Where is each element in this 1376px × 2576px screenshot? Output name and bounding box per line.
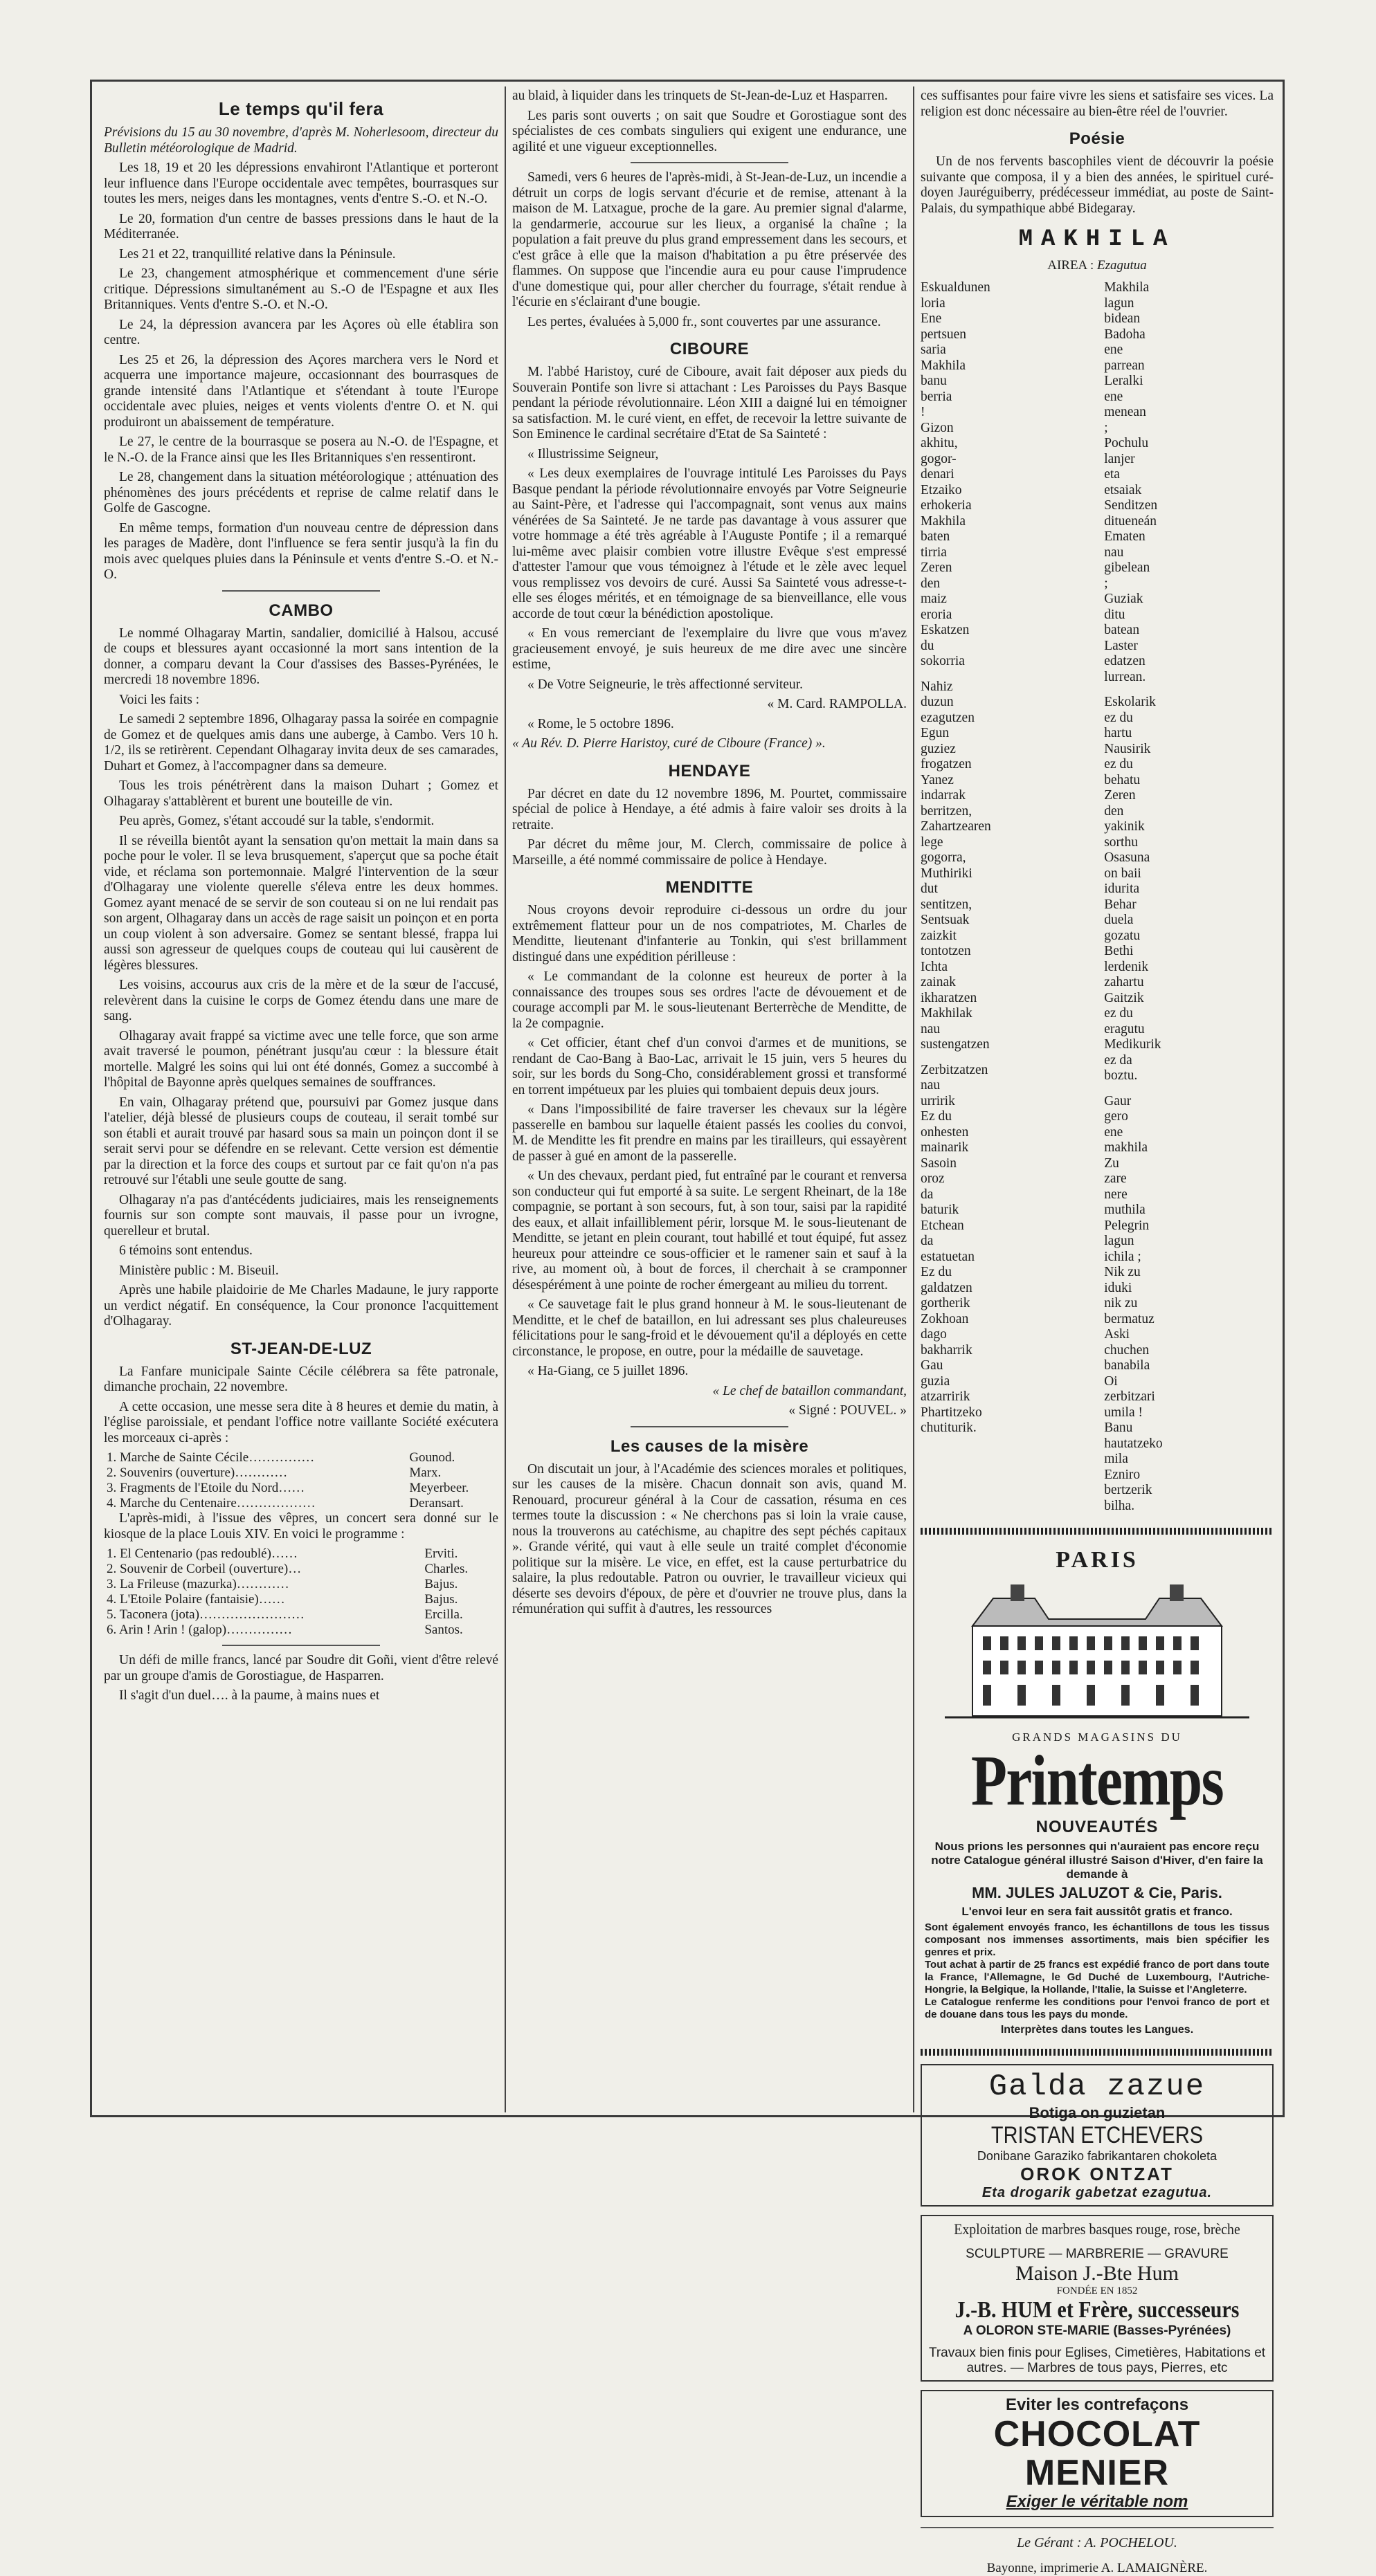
paragraph: « Les deux exemplaires de l'ouvrage intitulé Les Paroisses du Pays Basque pendant la période révolutionnaire envoyés par Votre Seigneurie au Saint-Père, et l'adresse qui l'accompagnait, sont venus aux mains vénérées de Sa Sainteté. Je ne tarde pas davantage à vous assurer que votre hommage a été très agréable à l'Auguste Pontife ; il a remarqué lui-même avec plaisir combien votre illustre Evêque s'est empressé d'attester l'amour que vous témoignez à l'étude et le zèle avec lequel vous remplissez vos devoirs de curé. Aussi Sa Sainteté vous adresse-t-elle ses éloges mérités, et en témoignage de sa bienveillance, elle vous accorde de tout cœur la bénédiction apostolique. [512, 466, 907, 621]
composer: Marx. [409, 1465, 442, 1480]
poem-line: Makhila lagun bidean [1104, 280, 1150, 326]
paragraph: Le 20, formation d'un centre de basses pressions dans le haut de la Méditerranée. [104, 211, 498, 241]
poem-line: Yanez indarrak berritzen, [921, 772, 972, 819]
ornamental-rule [921, 1528, 1274, 1535]
piece: 5. Taconera (jota)…………………… [107, 1607, 305, 1622]
paragraph: Les 21 et 22, tranquillité relative dans la Péninsule. [119, 246, 396, 262]
poem-line: Etchean da estatuetan [921, 1218, 975, 1264]
paragraph: Nous croyons devoir reproduire ci-dessous un ordre du jour extrêmement flatteur pour un de nos compatriotes, M. Charles de Menditte, lieutenant d'infanterie au Tonkin, qui s'est brillamment distingué dans une expédition périlleuse : [512, 903, 907, 965]
oloron: A OLORON STE-MARIE (Basses-Pyrénées) [963, 2323, 1231, 2338]
paragraph: Olhagaray avait frappé sa victime avec une telle force, que son arme avait traversé le poumon, pénétrant jusqu'au cœur : la blessure était mortelle. Malgré les soins qui lui ont été donnés, Gomez a succombé à l'hôpital de Bayonne après quelques semaines de souffrances. [104, 1028, 498, 1090]
air-label: AIREA : [1047, 258, 1094, 273]
paragraph: Par décret du même jour, M. Clerch, commissaire de police à Marseille, a été nommé commissaire de police à Hendaye. [512, 837, 907, 868]
paris-label: PARIS [1056, 1547, 1139, 1573]
galda-sub: Botiga on guzietan [1029, 2104, 1166, 2121]
column-3 [921, 89, 1274, 2575]
paragraph: « Dans l'impossibilité de faire traverser les chevaux sur la légère passerelle en bambou sur laquelle étaient passés les coolies du convoi, M. de Menditte les fit prendre en mains par les tirailleurs, qui essayèrent de passer à gué en amont de la passerelle. [512, 1102, 907, 1164]
poem-line: Eskualdunen loria [921, 280, 990, 311]
heading-temps: Le temps qu'il fera [218, 98, 384, 119]
poem-line: Zeren den yakinik sorthu [1104, 788, 1145, 850]
composer: Gounod. [409, 1450, 455, 1465]
poem-line: Nausirik ez du behatu [1104, 741, 1151, 787]
ornamental-rule [921, 2049, 1274, 2056]
poem-line: Nik zu iduki nik zu bermatuz [1104, 1265, 1155, 1326]
paragraph: Les 25 et 26, la dépression des Açores marchera vers le Nord et acquerra une importance majeure, occasionnant des bourrasques de grande intensité dans l'Atlantique et s'étendant à toute l'Europe occidentale avec pluies, neiges et vents violents d'entre O. et N. qui produiront un abaissement de température. [104, 352, 498, 430]
program-table-mass [104, 1450, 498, 1511]
poem-line: Senditzen ditueneán [1104, 498, 1158, 529]
exiger-label: Exiger le véritable nom [1006, 2492, 1188, 2511]
signature: « Signé : POUVEL. » [788, 1403, 907, 1418]
program-row [104, 1623, 498, 1638]
poem-line: Nahiz duzun ezagutzen [921, 679, 975, 725]
poem-air [921, 258, 1274, 273]
poem-line: Makhila baten tirria [921, 513, 966, 560]
paragraph: Tous les trois pénétrèrent dans la maison Duhart ; Gomez et Olhagaray s'attablèrent et burent une bouteille de vin. [104, 778, 498, 809]
poem-line: Eskolarik ez du hartu [1104, 695, 1156, 740]
poem-line: Bethi lerdenik zahartu [1104, 944, 1149, 989]
paragraph: M. l'abbé Haristoy, curé de Ciboure, avait fait déposer aux pieds du Souverain Pontife son livre si attachant : Les Paroisses du Pays Basque pendant la période révolutionnaire. Léon XIII a daigné lui en témoigner sa satisfaction. M. le curé vient, en effet, de recevoir la lettre suivante de Son Eminence le cardinal secrétaire d'Etat de Sa Sainteté : [512, 365, 907, 441]
paragraph: Les paris sont ouverts ; on sait que Soudre et Gorostiague sont des spécialistes de ces combats singuliers qui exigent une endurance, une agilité et une vigueur exceptionnelles. [512, 108, 907, 154]
poem-line: Zokhoan dago bakharrik [921, 1311, 972, 1358]
piece: 2. Souvenirs (ouverture)………… [107, 1465, 288, 1480]
tristan-etchevers: TRISTAN ETCHEVERS [990, 2122, 1204, 2148]
poem-line: Zu zare nere muthila [1104, 1155, 1146, 1217]
ad-chocolat-menier [921, 2390, 1274, 2517]
piece: 2. Souvenir de Corbeil (ouverture)… [107, 1562, 302, 1576]
poem-line: Pochulu lanjer eta etsaiak [1104, 436, 1149, 497]
poem-line: Gau guzia atzarririk [921, 1358, 970, 1404]
composer: Bajus. [424, 1577, 458, 1591]
paragraph: Après une habile plaidoirie de Me Charles Madaune, le jury rapporte un verdict négatif. En conséquence, la Cour prononce l'acquittement d'Olhagaray. [104, 1283, 498, 1328]
divider [222, 590, 380, 592]
column-rule [505, 86, 506, 2112]
fondee: FONDÉE EN 1852 [1056, 2285, 1138, 2296]
poem-line: Sentsuak zaizkit tontotzen [921, 913, 971, 958]
poem-line: Aski chuchen banabila [1104, 1327, 1150, 1373]
paragraph: Le 27, le centre de la bourrasque se posera au N.-O. de l'Espagne, et le N.-O. de la France ainsi que les Iles Britanniques s'en ressentiront. [104, 435, 498, 465]
paragraph: Il se réveilla bientôt ayant la sensation qu'on mettait la main dans sa poche pour le voler. Il se leva brusquement, s'aperçut que sa poche était vide, et réclama son portemonnaie. Malgré l'intervention de la sœur d'Olhagaray une violente querelle s'éleva entre les deux hommes. Gomez ayant menacé de se servir de son couteau si on ne lui rendait pas son argent, Olhagaray dans un accès de rage saisit un poinçon et en porta un coup violent à son adversaire. Gomez se sentant blessé, frappa lui aussi son agresseur de quelques coups de couteau qui lui causèrent de légères blessures. [104, 833, 498, 973]
program-row [104, 1546, 498, 1562]
paragraph: « Illustrissime Seigneur, [527, 446, 659, 462]
paragraph: Le 23, changement atmosphérique et commencement d'une série critique. Dépressions simultanément au S.-O de l'Espagne et aux Iles Britanniques. Vents d'entre S.-O. et N.-O. [104, 266, 498, 312]
divider [631, 1426, 788, 1427]
orok-ontzat: OROK ONTZAT [1020, 2164, 1174, 2184]
paragraph: Il s'agit d'un duel…. à la paume, à mains nues et [119, 1688, 380, 1703]
paragraph: au blaid, à liquider dans les trinquets de St-Jean-de-Luz et Hasparren. [512, 89, 888, 103]
printemps-text: L'envoi leur en sera fait aussitôt gratis et franco. [961, 1905, 1233, 1918]
paragraph: Ministère public : M. Biseuil. [119, 1263, 279, 1278]
poem-line: Guziak ditu batean [1104, 592, 1143, 637]
poem-line: Eskatzen du sokorria [921, 623, 970, 668]
piece: 6. Arin ! Arin ! (galop)…………… [107, 1623, 293, 1637]
poem-line: Zerbitzatzen nau urririk [921, 1062, 988, 1108]
menier-label: MENIER [1024, 2453, 1170, 2493]
signature: « M. Card. RAMPOLLA. [767, 697, 907, 711]
column-2 [512, 89, 907, 2112]
printemps-text: Nous prions les personnes qui n'auraient pas encore reçu notre Catalogue général illustré Saison d'Hiver, d'en faire la demande à [931, 1840, 1263, 1881]
galda-line: Eta drogarik gabetzat ezagutua. [981, 2185, 1213, 2200]
air-value: Ezagutua [1097, 258, 1147, 273]
paragraph: « En vous remerciant de l'exemplaire du livre que vous m'avez gracieusement envoyé, je suis heureux de me dire avec une sincère estime, [512, 626, 907, 672]
travaux: Travaux bien finis pour Eglises, Cimetières, Habitations et autres. — Marbres de tous pays, Pierres, etc [928, 2346, 1266, 2375]
signature: « Le chef de bataillon commandant, [712, 1383, 907, 1398]
heading-misere: Les causes de la misère [610, 1436, 809, 1456]
printemps-text: Tout achat à partir de 25 francs est expédié franco de port dans toute la France, l'Allemagne, le Gd Duché de Luxembourg, l'Autriche-Hongrie, la Belgique, la Hollande, l'Italie, la Suisse et l'Angleterre. [925, 1959, 1269, 1995]
heading-ciboure: CIBOURE [669, 340, 750, 358]
poem-line: Ez du onhesten mainarik [921, 1109, 969, 1155]
paragraph: Les voisins, accourus aux cris de la mère et de la sœur de l'accusé, relevèrent dans la cuisine le corps de Gomez étendu dans une mare de sang. [104, 978, 498, 1023]
chocolat-label: CHOCOLAT [993, 2414, 1201, 2454]
poem-stanza [921, 679, 1002, 1053]
poem-line: Muthiriki dut sentitzen, [921, 866, 972, 912]
paragraph: « Rome, le 5 octobre 1896. [527, 716, 674, 731]
poem-line: Badoha ene parrean [1104, 327, 1146, 373]
poem-line: Gaitzik ez du eragutu [1104, 990, 1145, 1036]
poem-line: Ene pertsuen saria [921, 311, 967, 357]
poem-line: Oi zerbitzari umila ! [1104, 1373, 1155, 1420]
paragraph: L'après-midi, à l'issue des vêpres, un concert sera donné sur le kiosque de la place Louis XIV. En voici le programme : [104, 1511, 498, 1542]
printemps-text: Sont également envoyés franco, les échantillons de tous les tissus composant nos immenses assortiments, mais bien spécifier les genres et prix. [925, 1921, 1269, 1958]
piece: 1. El Centenario (pas redoublé)…… [107, 1546, 298, 1561]
maison-hum: Maison J.-Bte Hum [1015, 2262, 1179, 2285]
paragraph: « Cet officier, étant chef d'un convoi d'armes et de munitions, se rendant de Cao-Bang à Bao-Lac, arrivait le 15 juin, vers 5 heures du soir, sur les bords du Song-Cho, considérablement grossi et transformé en torrent impétueux par les pluies qui tombaient depuis deux jours. [512, 1036, 907, 1097]
marbres-title: Exploitation de marbres basques rouge, rose, brèche [954, 2220, 1240, 2238]
eviter-label: Eviter les contrefaçons [1005, 2395, 1189, 2414]
paragraph: Le 24, la dépression avancera par les Açores où elle établira son centre. [104, 317, 498, 347]
program-table-concert [104, 1546, 498, 1638]
paragraph: « Ha-Giang, ce 5 juillet 1896. [527, 1364, 689, 1378]
paragraph: « Le commandant de la colonne est heureux de porter à la connaissance des troupes sous ses ordres l'acte de dévouement et de courage accompli par M. le sous-lieutenant Berterrèche de Menditte, de la 2e compagnie. [512, 969, 907, 1031]
paragraph: Le samedi 2 septembre 1896, Olhagaray passa la soirée en compagnie de Gomez et de quelques amis dans une auberge, à Cambo. Vers 10 h. 1/2, ils se retirèrent. Cependant Olhagaray invita deux de ses camarades, Duhart et Gomez, à l'accompagner dans sa demeure. [104, 712, 498, 774]
printemps-text: Le Catalogue renferme les conditions pour l'envoi franco de port et de douane dans tous les pays du monde. [925, 1996, 1269, 2020]
paragraph: Samedi, vers 6 heures de l'après-midi, à St-Jean-de-Luz, un incendie a détruit un corps de logis servant d'écurie et de remise, attenant à la maison de M. Latxague, proche de la gare. Au premier signal d'alarme, la gendarmerie, accourue sur les lieux, a organisé la chaîne ; la population a fait preuve du plus grand empressement dans les secours, et c'est grâce à elle que la maison d'habitation a pu être préservée des flammes. On suppose que l'incendie aura eu pour cause l'imprudence d'une domestique qui, pour aller chercher du fourrage, s'était rendue à l'écurie en s'éclairant d'une bougie. [512, 170, 907, 309]
sculpture-line: SCULPTURE — MARBRERIE — GRAVURE [966, 2247, 1229, 2261]
poem-right-column [1104, 280, 1274, 1524]
poem-title: MAKHILA [1018, 226, 1176, 253]
poem-line: Ez du galdatzen gortherik [921, 1265, 972, 1310]
poem-line: Makhila banu berria ! [921, 358, 966, 419]
poem-stanza [1104, 695, 1186, 1084]
paragraph: 6 témoins sont entendus. [119, 1243, 253, 1258]
poem-stanza [1104, 1094, 1186, 1515]
poem-stanza [921, 1063, 1002, 1436]
piece: 4. L'Etoile Polaire (fantaisie)…… [107, 1592, 285, 1607]
poem-makhila [921, 280, 1274, 1524]
piece: 3. Fragments de l'Etoile du Nord…… [107, 1481, 305, 1495]
poem-line: Phartitzeko chutiturik. [921, 1405, 982, 1435]
composer: Meyerbeer. [409, 1481, 469, 1495]
gerant-line: Le Gérant : A. POCHELOU. [921, 2527, 1274, 2551]
paragraph: « Ce sauvetage fait le plus grand honneur à M. le sous-lieutenant de Menditte, et le chef de bataillon, en lui adressant ses plus chaleureuses félicitations pour le sang-froid et le dévouement qu'il a déployés en cette circonstance, le propose, en outre, pour la médaille de sauvetage. [512, 1297, 907, 1359]
poem-line: Ezniro bertzerik bilha. [1104, 1467, 1152, 1513]
ad-galda-zazue [921, 2064, 1274, 2207]
poem-line: Medikurik ez da boztu. [1104, 1037, 1161, 1083]
paragraph: Le 28, changement dans la situation météorologique ; atténuation des phénomènes des jours précédents et reprise de calme relatif dans le Golfe de Gascogne. [104, 470, 498, 515]
imprimerie-line: Bayonne, imprimerie A. LAMAIGNÈRE. [986, 2561, 1208, 2575]
poem-stanza [1104, 280, 1186, 685]
composer: Ercilla. [424, 1607, 463, 1622]
poem-line: Ichta zainak ikharatzen [921, 959, 977, 1005]
program-row [104, 1496, 498, 1511]
composer: Santos. [424, 1623, 463, 1637]
paragraph: Les pertes, évaluées à 5,000 fr., sont couvertes par une assurance. [527, 314, 881, 329]
poem-stanza [921, 280, 1002, 670]
poem-line: Makhilak nau sustengatzen [921, 1006, 990, 1052]
poem-line: Zeren den maiz eroria [921, 560, 952, 622]
poem-line: Ematen nau gibelean ; [1104, 529, 1150, 591]
composer: Charles. [424, 1562, 469, 1576]
program-row [104, 1450, 498, 1465]
ad-marbres-hum [921, 2215, 1274, 2382]
hum-frere: J.-B. HUM et Frère, successeurs [954, 2297, 1240, 2323]
paragraph: Par décret en date du 12 novembre 1896, M. Pourtet, commissaire spécial de police à Hendaye, a été admis à faire valoir ses droits à la retraite. [512, 786, 907, 832]
poem-line: Etzaiko erhokeria [921, 482, 972, 513]
heading-st-jean-de-luz: ST-JEAN-DE-LUZ [230, 1339, 372, 1358]
paragraph: « Un des chevaux, perdant pied, fut entraîné par le courant et renversa son conducteur qui fut emporté à sa suite. Le sergent Rheinart, de la 18e compagnie, se portant à son secours, fut, à son tour, saisi par la rapidité des eaux, et allait infailliblement périr, lorsque M. le sous-lieutenant de Menditte, se jetant en plein courant, tout habillé et tout équipé, fut assez heureux pour atteindre ce sous-officier et le ramener sain et sauf à la rive, au moment où, à bout de forces, il cherchait à se cramponner désespérément à une pointe de rocher émergeant au milieu du torrent. [512, 1169, 907, 1292]
galda-title: Galda zazue [988, 2070, 1206, 2104]
poem-line: Behar duela gozatu [1104, 897, 1141, 943]
poem-line: Sasoin oroz da baturik [921, 1155, 959, 1217]
heading-cambo: CAMBO [269, 601, 334, 620]
department-store-illustration [945, 1578, 1249, 1723]
paragraph: Olhagaray n'a pas d'antécédents judiciaires, mais les renseignements fournis sur son compte sont mauvais, il passe pour un ivrogne, querelleur et brutal. [104, 1192, 498, 1239]
poem-line: Gizon akhitu, gogor-denari [921, 420, 958, 482]
paragraph: En vain, Olhagaray prétend que, poursuivi par Gomez jusque dans l'atelier, déjà blessé de plusieurs coups de couteau, il serait tombé sur son établi et aurait trouvé par hasard sous sa main un poinçon dont il se serait servi pour se défendre en se relevant. Cette version est démentie par la direction et la force des coups et surtout par ce fait qu'on n'a pas retrouvé sur l'établi une seule goutte de sang. [104, 1095, 498, 1187]
poem-line: Osasuna on baii idurita [1104, 850, 1150, 896]
piece: 1. Marche de Sainte Cécile…………… [107, 1450, 315, 1465]
paragraph: Peu après, Gomez, s'étant accoudé sur la table, s'endormit. [119, 814, 435, 828]
column-1 [104, 89, 498, 2112]
poem-left-column [921, 280, 1090, 1524]
column-rule [913, 86, 914, 2112]
heading-hendaye: HENDAYE [668, 761, 751, 780]
paragraph: Un défi de mille francs, lancé par Soudre dit Goñi, vient d'être relevé par un groupe d'amis de Gorostiague, de Hasparren. [104, 1653, 498, 1683]
poem-line: Pelegrin lagun ichila ; [1104, 1218, 1150, 1264]
composer: Erviti. [424, 1546, 458, 1561]
paragraph: En même temps, formation d'un nouveau centre de dépression dans les parages de Madère, dont l'influence se fera sentir jusqu'à la fin du mois avec quelques pluies dans la Péninsule et vents d'entre S.-O. et N.-O. [104, 520, 498, 582]
piece: 4. Marche du Centenaire……………… [107, 1496, 316, 1510]
program-row [104, 1592, 498, 1607]
paragraph: On discutait un jour, à l'Académie des sciences morales et politiques, sur les causes de la misère. Chacun donnait son avis, quand M. Renouard, procureur général à la Cour de cassation, résuma en ces termes toute la discussion : « Ne cherchons pas si loin la vraie cause, nous la trouverons au catéchisme, au chapitre des sept péchés capitaux ». Grande vérité, qui vaut à elle seule un traité complet d'économie politique sur la misère. Le vice, en effet, est la cause perturbatrice du salaire, la plus redoutable. Patron ou ouvrier, le travailleur vicieux qui déserte ses devoirs d'époux, de père et d'ouvrier ne trouve plus, dans la rémunération qui suffit à d'autres, les ressources [512, 1461, 907, 1616]
address-line: « Au Rév. D. Pierre Haristoy, curé de Ciboure (France) ». [512, 736, 826, 751]
poem-line: Leralki ene menean ; [1104, 374, 1146, 435]
program-row [104, 1465, 498, 1481]
heading-poesie: Poésie [1069, 129, 1125, 148]
program-row [104, 1481, 498, 1496]
poem-line: Egun guziez frogatzen [921, 726, 972, 771]
ad-printemps [921, 1543, 1274, 2040]
heading-menditte: MENDITTE [665, 878, 754, 897]
paragraph: La Fanfare municipale Sainte Cécile célébrera sa fête patronale, dimanche prochain, 22 novembre. [104, 1364, 498, 1394]
paragraph: « De Votre Seigneurie, le très affectionné serviteur. [527, 677, 803, 692]
galda-line: Donibane Garaziko fabrikantaren chokoleta [977, 2149, 1217, 2163]
paragraph: Les 18, 19 et 20 les dépressions envahiront l'Atlantique et porteront leur influence dans l'Europe occidentale avec tempêtes, bourrasques sur toutes les mers, neiges dans les montagnes, vents d'entre S.-O. et N.-O. [104, 161, 498, 206]
program-row [104, 1562, 498, 1577]
paragraph: ces suffisantes pour faire vivre les siens et satisfaire ses vices. La religion est donc nécessaire au bien-être réel de l'ouvrier. [921, 89, 1274, 119]
paragraph: Un de nos fervents bascophiles vient de découvrir la poésie suivante que composa, il y a bien des années, le spirituel curé-doyen Jauréguiberry, prédécesseur immédiat, au poste de Saint-Palais, du sympathique abbé Bidegaray. [921, 154, 1274, 216]
composer: Bajus. [424, 1592, 458, 1607]
program-row [104, 1577, 498, 1592]
printemps-text: Interprètes dans toutes les Langues. [1000, 2024, 1194, 2036]
grands-magasins-label: GRANDS MAGASINS DU [1012, 1730, 1182, 1744]
program-row [104, 1607, 498, 1623]
poem-line: Laster edatzen lurrean. [1104, 638, 1146, 684]
paragraph: Voici les faits : [119, 692, 200, 707]
composer: Deransart. [409, 1496, 464, 1510]
poem-line: Zahartzearen lege gogorra, [921, 819, 991, 865]
piece: 3. La Frileuse (mazurka)………… [107, 1577, 289, 1591]
paragraph: A cette occasion, une messe sera dite à 8 heures et demie du matin, à l'église paroissiale, et pendant l'office notre vaillante Société exécutera les morceaux ci-après : [104, 1399, 498, 1445]
nouveautes-label: NOUVEAUTÉS [1035, 1818, 1159, 1836]
temps-subtitle: Prévisions du 15 au 30 novembre, d'après M. Noherlesoom, directeur du Bulletin météorologique de Madrid. [104, 125, 498, 156]
poem-line: Banu hautatzeko mila [1104, 1421, 1163, 1466]
divider [222, 1645, 380, 1646]
divider [631, 162, 788, 163]
poem-line: Gaur gero ene makhila [1104, 1093, 1148, 1155]
printemps-title: Printemps [970, 1741, 1224, 1820]
paragraph: Le nommé Olhagaray Martin, sandalier, domicilié à Halsou, accusé de coups et blessures ayant occasionné la mort sans intention de la donner, a comparu devant la Cour d'assises des Basses-Pyrénées, le mercredi 18 novembre 1896. [104, 625, 498, 687]
jaluzot-label: MM. JULES JALUZOT & Cie, Paris. [972, 1884, 1222, 1901]
